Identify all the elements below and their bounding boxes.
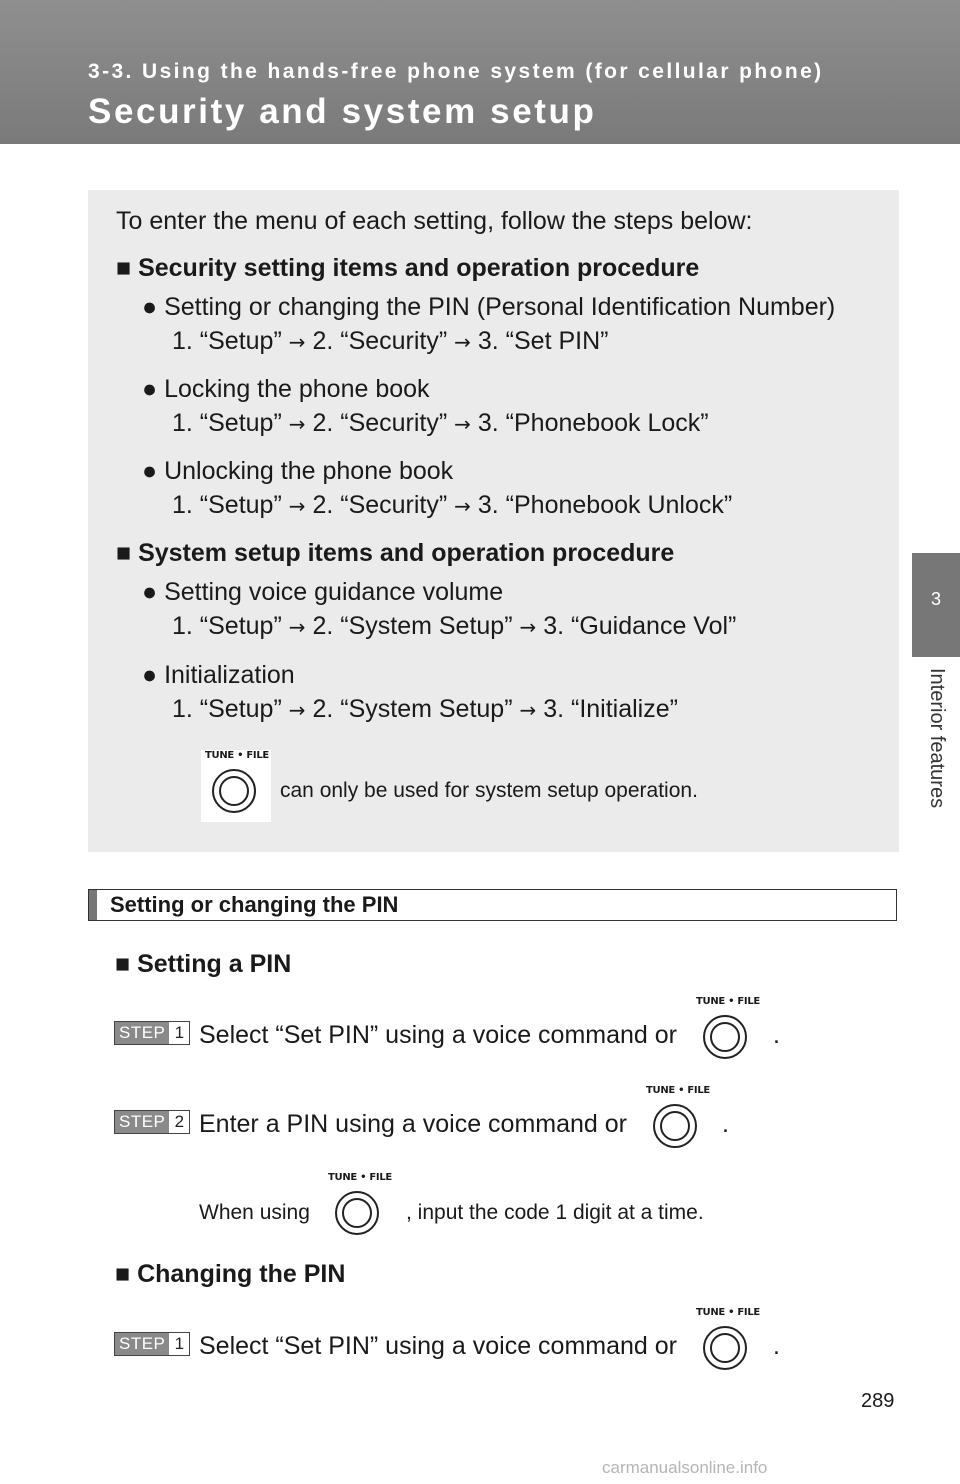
knob-note: can only be used for system setup operation.	[280, 779, 698, 802]
step-text: Select “Set PIN” using a voice command or	[199, 1332, 677, 1360]
item-title: ● Initialization	[142, 661, 295, 689]
item-title: ● Unlocking the phone book	[142, 457, 454, 485]
square-bullet-icon: ■	[115, 950, 131, 978]
item-title: ● Setting voice guidance volume	[142, 578, 504, 606]
arrow-right-icon: →	[454, 412, 471, 436]
tune-file-knob-icon: TUNE • FILE	[692, 996, 762, 1068]
arrow-right-icon: →	[288, 330, 306, 354]
arrow-right-icon: →	[288, 412, 306, 436]
tune-file-knob-icon: TUNE • FILE	[201, 750, 271, 822]
chapter-tab	[912, 553, 960, 657]
square-bullet-icon: ■	[116, 539, 132, 567]
tune-file-knob-icon: TUNE • FILE	[692, 1307, 762, 1379]
menu-path: 1. “Setup” → 2. “Security” → 3. “Phonebook Unlock”	[172, 491, 733, 519]
subsection-title-box	[88, 889, 897, 921]
step-text: Select “Set PIN” using a voice command or	[199, 1021, 677, 1049]
dot-bullet-icon: ●	[142, 661, 158, 689]
arrow-right-icon: →	[519, 615, 537, 639]
arrow-right-icon: →	[454, 494, 471, 518]
group-heading-system: ■ System setup items and operation procedure	[116, 539, 675, 567]
subsection-title: Setting or changing the PIN	[110, 892, 399, 917]
chapter-header	[0, 0, 960, 144]
step-badge: STEP 2	[114, 1110, 190, 1134]
arrow-right-icon: →	[519, 698, 537, 722]
step-badge: STEP 1	[114, 1021, 190, 1045]
menu-path: 1. “Setup” → 2. “Security” → 3. “Phonebook Lock”	[172, 409, 709, 437]
dot-bullet-icon: ●	[142, 457, 158, 485]
dot-bullet-icon: ●	[142, 578, 158, 606]
watermark: carmanualsonline.info	[602, 1458, 768, 1477]
group-heading-security: ■ Security setting items and operation procedure	[116, 254, 700, 282]
intro-text: To enter the menu of each setting, follow the steps below:	[116, 207, 753, 235]
menu-path: 1. “Setup” → 2. “System Setup” → 3. “Guidance Vol”	[172, 612, 737, 640]
dot-bullet-icon: ●	[142, 293, 158, 321]
heading-setting-pin: ■ Setting a PIN	[115, 950, 292, 978]
tune-file-knob-icon: TUNE • FILE	[324, 1172, 394, 1244]
arrow-right-icon: →	[288, 615, 306, 639]
item-title: ● Setting or changing the PIN (Personal Identification Number)	[142, 293, 836, 321]
section-label: 3-3. Using the hands-free phone system (for cellular phone)	[88, 60, 824, 83]
step-period: .	[773, 1021, 780, 1049]
square-bullet-icon: ■	[115, 1260, 131, 1288]
note-prefix: When using	[199, 1201, 310, 1224]
chapter-label: Interior features	[926, 668, 948, 809]
note-suffix: , input the code 1 digit at a time.	[406, 1201, 704, 1224]
heading-changing-pin: ■ Changing the PIN	[115, 1260, 346, 1288]
step-period: .	[773, 1332, 780, 1360]
page-title: Security and system setup	[88, 92, 597, 131]
step-period: .	[722, 1110, 729, 1138]
dot-bullet-icon: ●	[142, 375, 158, 403]
step-badge: STEP 1	[114, 1332, 190, 1356]
step-text: Enter a PIN using a voice command or	[199, 1110, 627, 1138]
chapter-number: 3	[930, 589, 941, 609]
page-number: 289	[861, 1390, 895, 1412]
item-title: ● Locking the phone book	[142, 375, 430, 403]
menu-steps-box	[88, 190, 899, 852]
arrow-right-icon: →	[288, 494, 306, 518]
square-bullet-icon: ■	[116, 254, 132, 282]
arrow-right-icon: →	[454, 330, 471, 354]
arrow-right-icon: →	[288, 698, 306, 722]
tune-file-knob-icon: TUNE • FILE	[642, 1085, 712, 1157]
menu-path: 1. “Setup” → 2. “Security” → 3. “Set PIN”	[172, 327, 609, 355]
menu-path: 1. “Setup” → 2. “System Setup” → 3. “Initialize”	[172, 695, 678, 723]
